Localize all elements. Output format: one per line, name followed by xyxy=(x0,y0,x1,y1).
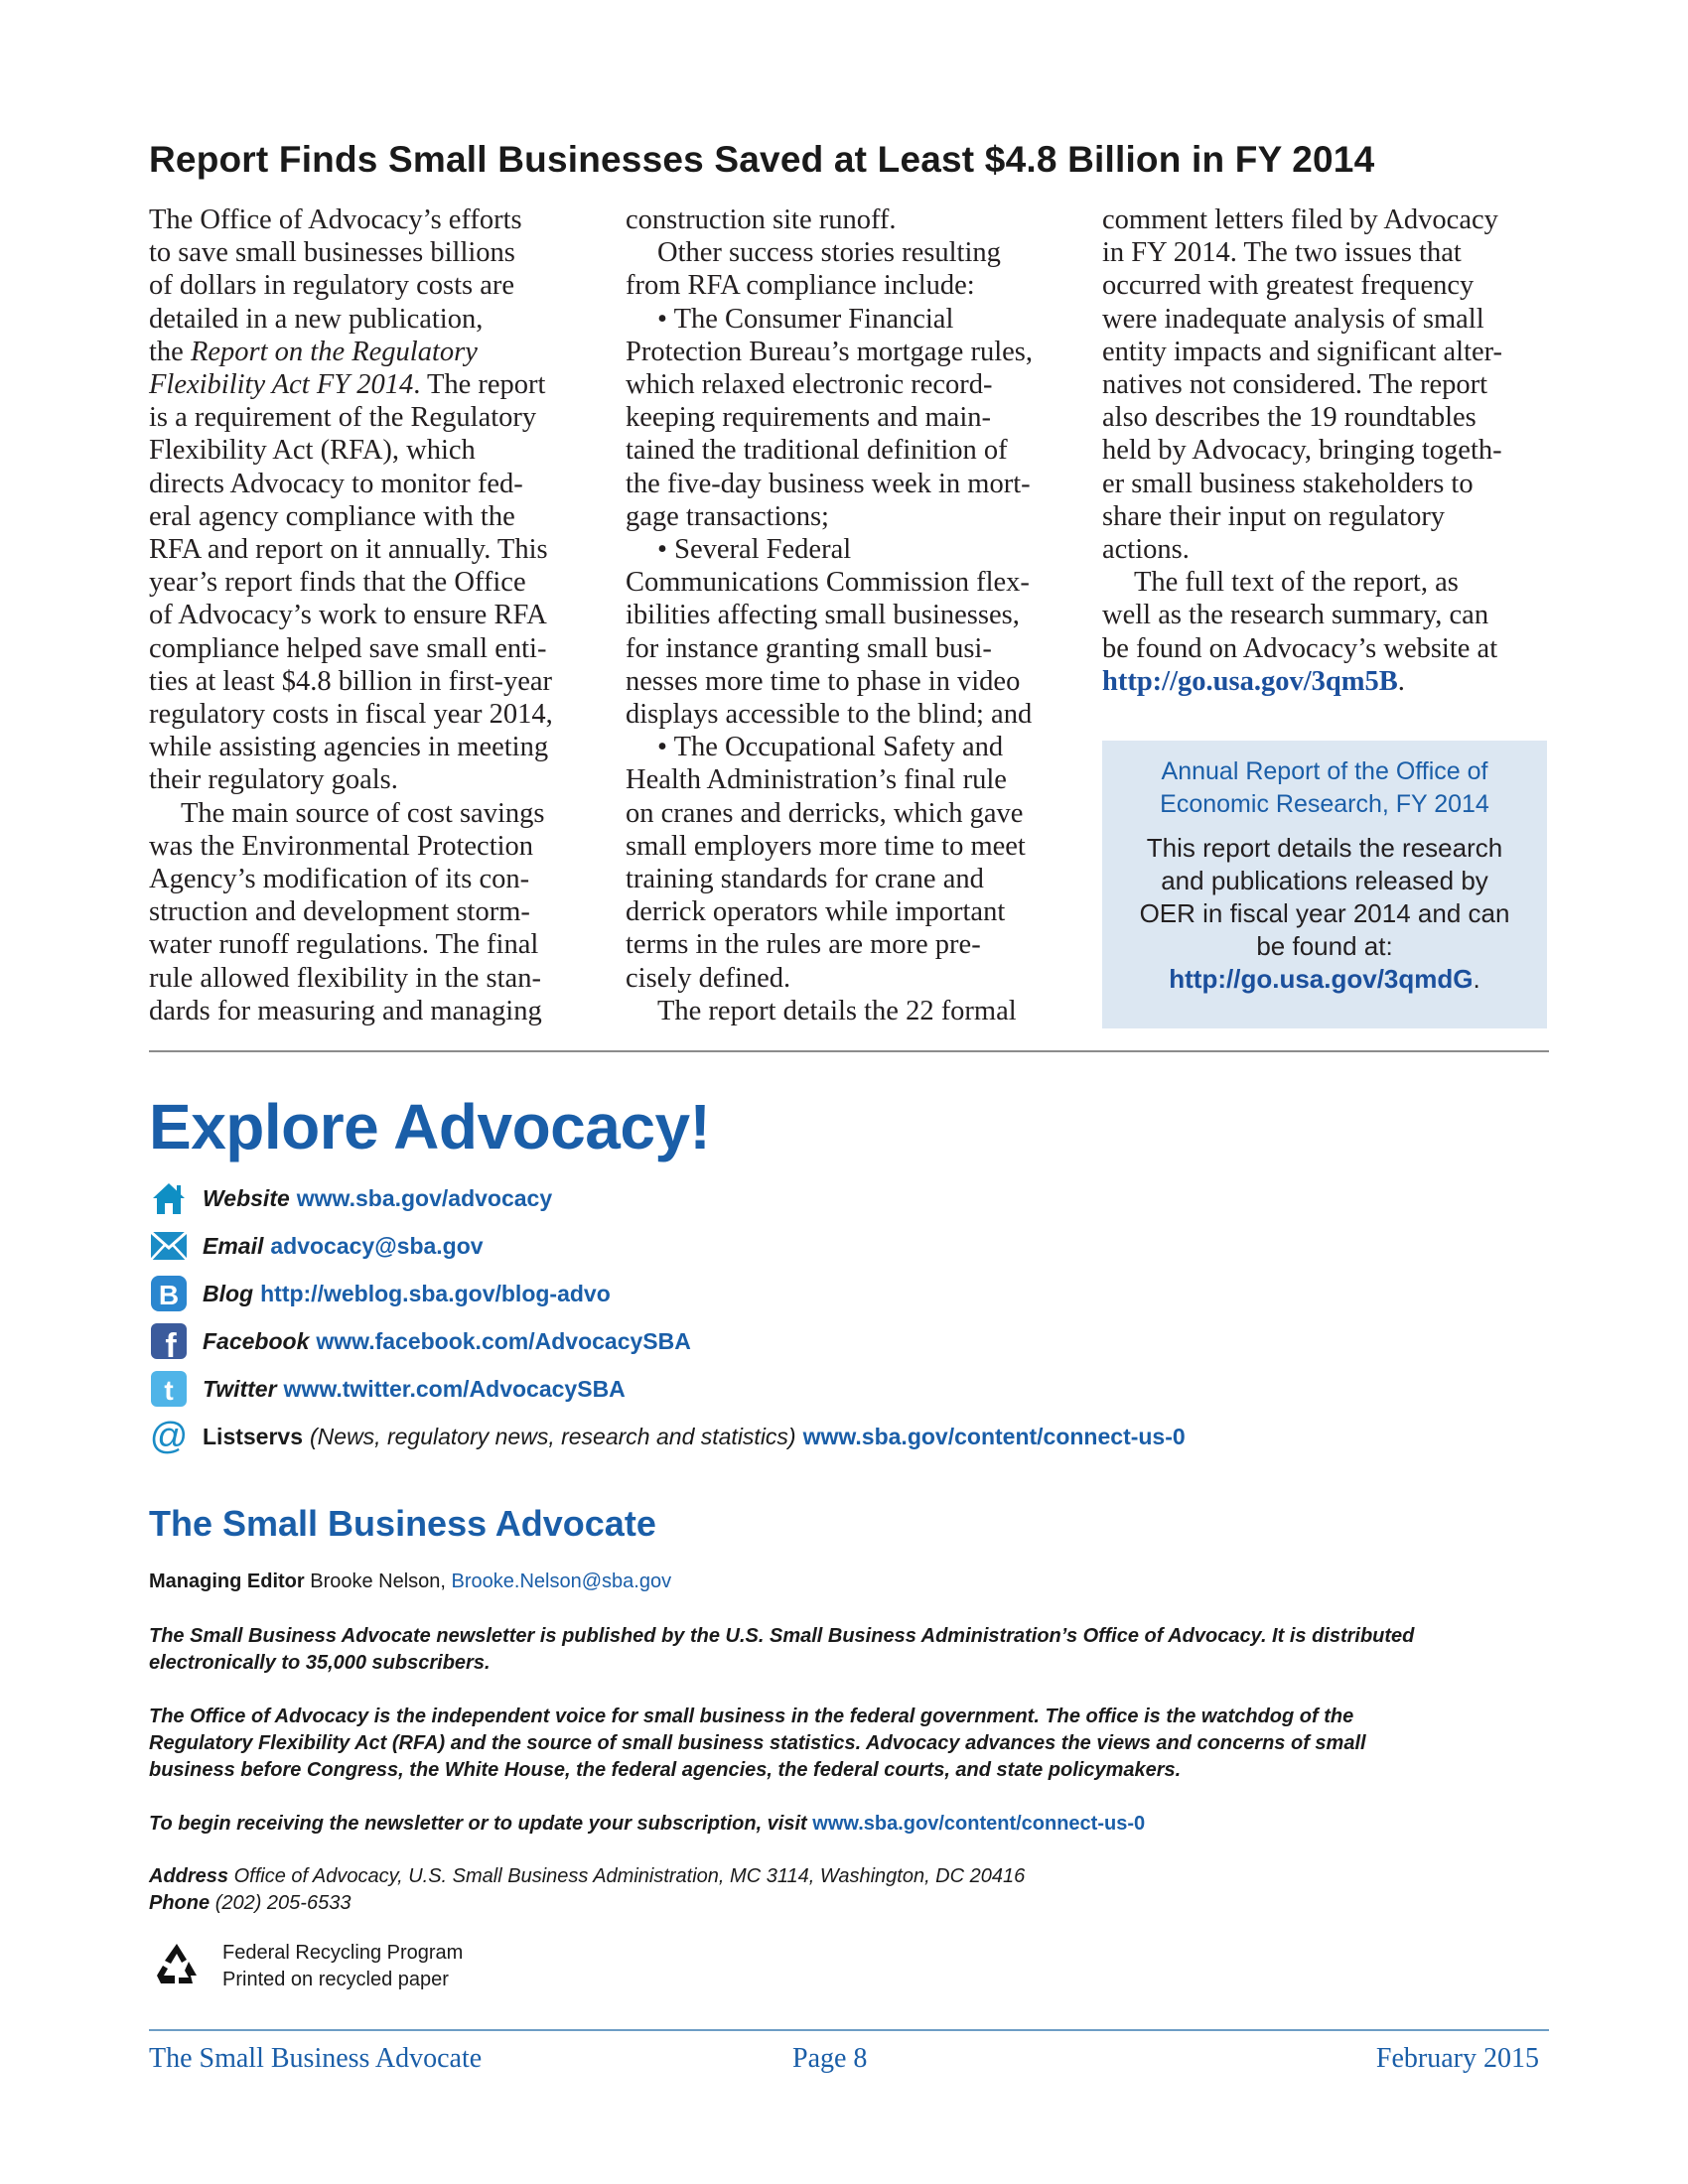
text-line: detailed in a new publication, xyxy=(149,303,484,335)
text-line: • The Consumer Financial xyxy=(657,303,954,335)
text-line: of dollars in regulatory costs are xyxy=(149,270,515,302)
oer-report-sidebar xyxy=(1102,741,1547,1028)
managing-editor xyxy=(149,1569,1549,1595)
text-line xyxy=(1102,665,1549,698)
text-line: terms in the rules are more pre- xyxy=(626,929,981,961)
article-paragraph xyxy=(626,204,1072,236)
info-line: business before Congress, the White House, the federal agencies, the federal courts, and state policymakers. xyxy=(149,1759,1182,1781)
phone-text: (202) 205-6533 xyxy=(214,1892,352,1914)
article-paragraph xyxy=(626,236,1072,269)
text-line: was the Environmental Protection xyxy=(149,830,534,862)
twitter-link[interactable]: www.twitter.com/AdvocacySBA xyxy=(283,1375,626,1402)
sidebar-body-line: be found at: xyxy=(1256,931,1393,961)
contact-label: Blog xyxy=(203,1280,254,1306)
text-line: in FY 2014. The two issues that xyxy=(1102,237,1462,269)
text-line: tained the traditional definition of xyxy=(626,435,1008,467)
contact-description: (News, regulatory news, research and statistics) xyxy=(310,1423,796,1449)
text-fragment: . xyxy=(1473,964,1480,994)
text-line: entity impacts and significant alter- xyxy=(1102,336,1503,367)
text-line: derrick operators while important xyxy=(626,896,1006,928)
text-line: displays accessible to the blind; and xyxy=(626,699,1033,731)
bullet-item-cont xyxy=(626,763,1072,994)
article-column-3 xyxy=(1102,204,1549,698)
text-line: from RFA compliance include: xyxy=(626,270,975,302)
contact-email xyxy=(149,1226,484,1266)
address-line xyxy=(149,1863,1549,1890)
text-line: RFA and report on it annually. This xyxy=(149,534,548,566)
oer-report-link[interactable]: http://go.usa.gov/3qmdG xyxy=(1169,964,1474,994)
section-divider xyxy=(149,1050,1549,1052)
phone-line xyxy=(149,1890,1549,1917)
text-line: which relaxed electronic record- xyxy=(626,369,993,401)
text-line: construction site runoff. xyxy=(626,205,897,235)
text-fragment: . The report xyxy=(413,369,546,401)
text-fragment: . xyxy=(1397,665,1405,697)
text-line: cisely defined. xyxy=(626,962,791,994)
info-line: The Small Business Advocate newsletter is published by the U.S. Small Business Administration’s Office of Advocacy. It is distributed xyxy=(149,1625,1415,1647)
subscribe-line xyxy=(149,1811,1549,1838)
info-line: The Office of Advocacy is the independent voice for small business in the federal government. The office is the watchdog of the xyxy=(149,1706,1354,1727)
text-line: Agency’s modification of its con- xyxy=(149,864,530,895)
text-line: actions. xyxy=(1102,534,1190,566)
address-text: Office of Advocacy, U.S. Small Business Administration, MC 3114, Washington, DC 20416 xyxy=(233,1865,1026,1887)
svg-text:f: f xyxy=(165,1327,177,1361)
text-line: directs Advocacy to monitor fed- xyxy=(149,468,523,499)
svg-text:@: @ xyxy=(149,1417,189,1456)
text-line: • Several Federal xyxy=(657,534,852,566)
footer-page-number: Page 8 xyxy=(792,2043,868,2074)
recycling-note xyxy=(222,1940,463,1993)
text-line: ties at least $4.8 billion in first-year xyxy=(149,665,553,697)
sidebar-title-line: Annual Report of the Office of xyxy=(1161,757,1488,785)
home-icon xyxy=(149,1178,189,1218)
text-line: small employers more time to meet xyxy=(626,830,1026,862)
text-line: The Office of Advocacy’s efforts xyxy=(149,205,522,235)
text-line: gage transactions; xyxy=(626,500,829,532)
footer-publication: The Small Business Advocate xyxy=(149,2043,483,2074)
text-line: ibilities affecting small businesses, xyxy=(626,600,1020,631)
text-line: comment letters filed by Advocacy xyxy=(1102,205,1498,235)
newsletter-info xyxy=(149,1623,1549,1677)
footer-divider xyxy=(149,2029,1549,2031)
report-link[interactable]: http://go.usa.gov/3qm5B xyxy=(1102,665,1398,697)
article-paragraph-cont xyxy=(626,269,1072,302)
text-line: rule allowed flexibility in the stan- xyxy=(149,962,541,994)
text-line: • The Occupational Safety and xyxy=(657,732,1004,763)
bullet-item-cont xyxy=(626,336,1072,533)
email-link[interactable]: advocacy@sba.gov xyxy=(270,1232,484,1259)
contact-twitter xyxy=(149,1369,626,1409)
article-column-1 xyxy=(149,204,596,1027)
website-link[interactable]: www.sba.gov/advocacy xyxy=(296,1184,553,1211)
recycle-line: Federal Recycling Program xyxy=(222,1942,464,1964)
text-line: while assisting agencies in meeting xyxy=(149,732,549,763)
article-headline: Report Finds Small Businesses Saved at Least $4.8 Billion in FY 2014 xyxy=(149,139,1375,180)
article-paragraph-cont xyxy=(149,830,596,1027)
contact-listservs xyxy=(149,1417,1186,1456)
text-line: The report details the 22 formal xyxy=(657,995,1017,1026)
at-sign-icon xyxy=(149,1417,189,1456)
report-title: Report on the Regulatory xyxy=(190,336,478,367)
text-line: Protection Bureau’s mortgage rules, xyxy=(626,336,1033,367)
article-paragraph xyxy=(149,204,596,797)
editor-email-link[interactable]: Brooke.Nelson@sba.gov xyxy=(451,1570,672,1592)
article-column-2 xyxy=(626,204,1072,1027)
text-line xyxy=(149,368,596,401)
text-line: of Advocacy’s work to ensure RFA xyxy=(149,600,547,631)
text-line: natives not considered. The report xyxy=(1102,369,1488,401)
text-line: Flexibility Act (RFA), which xyxy=(149,435,476,467)
text-line: keeping requirements and main- xyxy=(626,402,991,434)
text-line: year’s report finds that the Office xyxy=(149,567,526,599)
text-line: the five-day business week in mort- xyxy=(626,468,1031,499)
explore-heading: Explore Advocacy! xyxy=(149,1091,711,1162)
contact-label: Twitter xyxy=(203,1375,277,1402)
text-line: nesses more time to phase in video xyxy=(626,665,1021,697)
article-paragraph xyxy=(626,995,1072,1027)
address-block xyxy=(149,1863,1549,1917)
text-line: compliance helped save small enti- xyxy=(149,632,547,664)
sidebar-body-line: OER in fiscal year 2014 and can xyxy=(1139,898,1510,928)
blog-link[interactable]: http://weblog.sba.gov/blog-advo xyxy=(260,1280,611,1306)
masthead-title: The Small Business Advocate xyxy=(149,1503,656,1544)
subscribe-link[interactable]: www.sba.gov/content/connect-us-0 xyxy=(812,1813,1146,1835)
editor-label: Managing Editor xyxy=(149,1570,305,1592)
text-line: The full text of the report, as xyxy=(1134,567,1459,599)
sidebar-body-line: This report details the research xyxy=(1146,833,1503,863)
svg-text:B: B xyxy=(158,1280,180,1310)
recycle-line: Printed on recycled paper xyxy=(222,1969,449,1990)
contact-facebook xyxy=(149,1321,691,1361)
facebook-link[interactable]: www.facebook.com/AdvocacySBA xyxy=(316,1327,691,1354)
text-line: Communications Commission flex- xyxy=(626,567,1030,599)
article-paragraph xyxy=(1102,566,1549,599)
article-paragraph xyxy=(1102,204,1549,566)
text-line: also describes the 19 roundtables xyxy=(1102,402,1477,434)
text-line: The main source of cost savings xyxy=(181,797,545,829)
text-fragment: the xyxy=(149,336,191,367)
text-line: held by Advocacy, bringing togeth- xyxy=(1102,435,1502,467)
info-line: electronically to 35,000 subscribers. xyxy=(149,1652,491,1674)
text-line: training standards for crane and xyxy=(626,864,984,895)
office-description xyxy=(149,1704,1549,1784)
bullet-item xyxy=(626,731,1072,763)
article-paragraph-cont xyxy=(1102,599,1549,698)
text-line: is a requirement of the Regulatory xyxy=(149,402,537,434)
contact-label: Email xyxy=(203,1232,264,1259)
text-line: were inadequate analysis of small xyxy=(1102,303,1484,335)
text-line: well as the research summary, can xyxy=(1102,600,1489,631)
contact-website xyxy=(149,1178,552,1218)
text-line: to save small businesses billions xyxy=(149,237,515,269)
text-line: eral agency compliance with the xyxy=(149,500,515,532)
blogger-icon xyxy=(149,1274,189,1313)
sidebar-title-line: Economic Research, FY 2014 xyxy=(1160,790,1489,818)
bullet-item xyxy=(626,533,1072,566)
facebook-icon xyxy=(149,1321,189,1361)
text-line: Health Administration’s final rule xyxy=(626,764,1007,796)
text-line: Other success stories resulting xyxy=(657,237,1001,269)
subscribe-text: To begin receiving the newsletter or to update your subscription, visit xyxy=(149,1813,807,1835)
text-line: share their input on regulatory xyxy=(1102,500,1446,532)
text-line: their regulatory goals. xyxy=(149,764,398,796)
report-title: Flexibility Act FY 2014 xyxy=(149,369,414,401)
info-line: Regulatory Flexibility Act (RFA) and the source of small business statistics. Advocacy advances the views and concerns of small xyxy=(149,1732,1366,1754)
bullet-item-cont xyxy=(626,566,1072,731)
text-line xyxy=(149,336,596,368)
sidebar-body-line: and publications released by xyxy=(1161,866,1488,895)
svg-text:t: t xyxy=(164,1375,174,1406)
sidebar-title xyxy=(1102,755,1547,821)
article-paragraph xyxy=(149,797,596,830)
sidebar-body xyxy=(1102,832,1547,996)
editor-name: Brooke Nelson, xyxy=(310,1570,446,1592)
recycle-icon xyxy=(149,1940,205,1995)
bullet-item xyxy=(626,303,1072,336)
text-line: water runoff regulations. The final xyxy=(149,929,539,961)
text-line: dards for measuring and managing xyxy=(149,995,542,1026)
phone-label: Phone xyxy=(149,1892,211,1914)
twitter-icon xyxy=(149,1369,189,1409)
text-line: be found on Advocacy’s website at xyxy=(1102,632,1498,664)
contact-label: Website xyxy=(203,1184,290,1211)
contact-label: Facebook xyxy=(203,1327,310,1354)
envelope-icon xyxy=(149,1226,189,1266)
contact-label: Listservs xyxy=(203,1423,304,1449)
text-line: for instance granting small busi- xyxy=(626,632,992,664)
listservs-link[interactable]: www.sba.gov/content/connect-us-0 xyxy=(802,1423,1186,1449)
address-label: Address xyxy=(149,1865,229,1887)
text-line: struction and development storm- xyxy=(149,896,530,928)
text-line: on cranes and derricks, which gave xyxy=(626,797,1024,829)
contact-blog xyxy=(149,1274,611,1313)
footer-date: February 2015 xyxy=(1375,2043,1539,2074)
text-line: er small business stakeholders to xyxy=(1102,468,1474,499)
sidebar-link-line xyxy=(1102,963,1547,996)
text-line: occurred with greatest frequency xyxy=(1102,270,1475,302)
text-line: regulatory costs in fiscal year 2014, xyxy=(149,699,553,731)
